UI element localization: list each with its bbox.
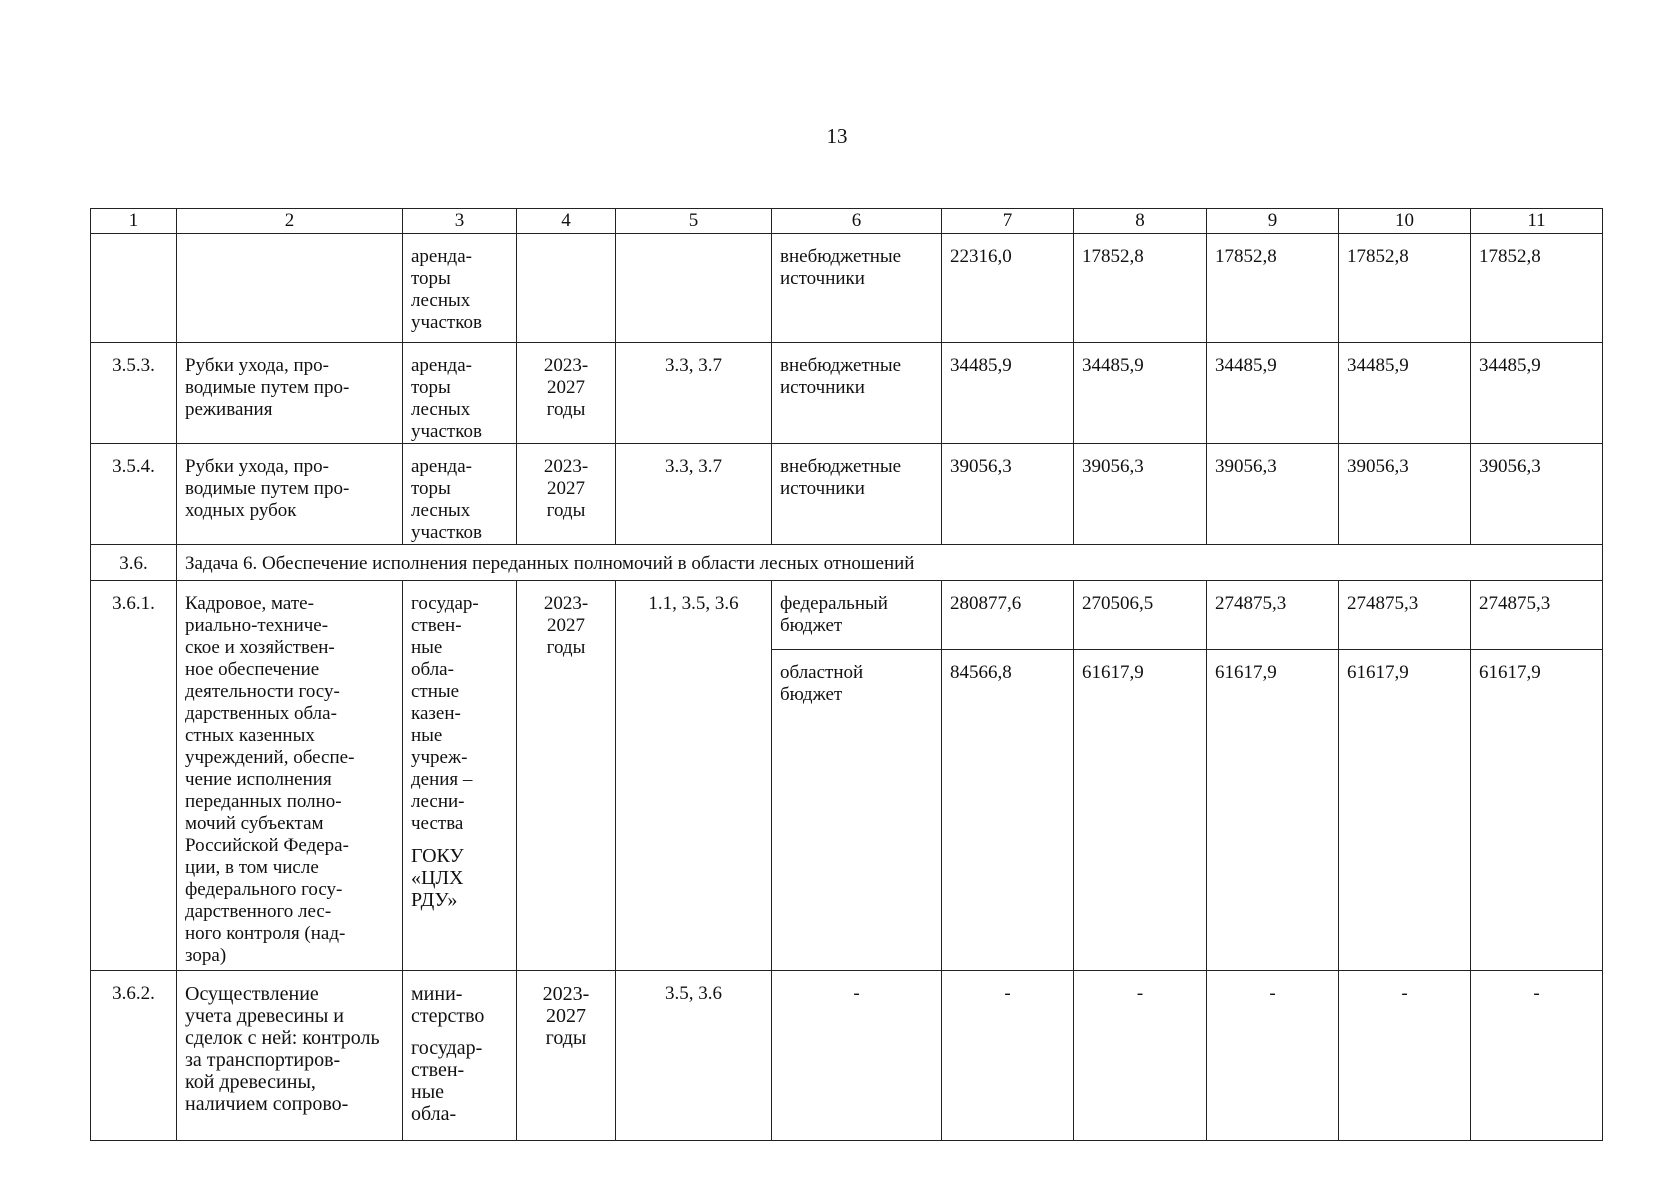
funding-value: 34485,9 xyxy=(1207,343,1339,444)
executor-line: государ- ствен- ные обла- xyxy=(411,1037,483,1125)
measure-indicators: 3.5, 3.6 xyxy=(616,971,772,1141)
measure-executor: арендa- торы лесных участков xyxy=(403,444,517,545)
measure-code: 3.5.3. xyxy=(91,343,177,444)
funding-value: 17852,8 xyxy=(1207,234,1339,343)
funding-source-label: федеральный бюджет xyxy=(780,593,888,636)
funding-value-regional: 61617,9 xyxy=(1479,662,1541,683)
funding-value: 22316,0 xyxy=(942,234,1074,343)
measure-period xyxy=(517,234,616,343)
funding-value: 39056,3 xyxy=(1074,444,1207,545)
funding-value: 17852,8 xyxy=(1339,234,1471,343)
measure-name: Кадровое, мате- риально-техниче- ское и хозяйствен- ное обеспечение деятельности госу- дарственных обла- стных казенных учреждений, обеспе- чение исполнения переданных полно- мочий субъектам Российской Федера- ции, в том числе федерального госу- дарственного лес- ного контроля (над- зора) xyxy=(177,581,403,971)
funding-value: 39056,3 xyxy=(1207,444,1339,545)
column-number: 11 xyxy=(1471,209,1603,234)
executor-line: государ- ствен- ные обла- стные казен- ные учреж- дения – лесни- чества xyxy=(411,593,479,834)
funding-value xyxy=(1207,581,1339,971)
funding-value-federal: 274875,3 xyxy=(1347,593,1419,614)
funding-source-label: областной бюджет xyxy=(780,662,864,705)
table-row xyxy=(91,234,1603,343)
column-number: 3 xyxy=(403,209,517,234)
funding-source xyxy=(772,581,942,971)
column-number-header-row xyxy=(91,209,1603,234)
funding-value-regional: 61617,9 xyxy=(1082,662,1144,683)
measure-indicators: 3.3, 3.7 xyxy=(616,343,772,444)
column-number: 7 xyxy=(942,209,1074,234)
column-number: 1 xyxy=(91,209,177,234)
measure-indicators: 1.1, 3.5, 3.6 xyxy=(616,581,772,971)
funding-value: 34485,9 xyxy=(1339,343,1471,444)
measure-name: Рубки ухода, про- водимые путем про- реживания xyxy=(177,343,403,444)
measure-period: 2023- 2027 годы xyxy=(517,581,616,971)
funding-value: - xyxy=(1471,971,1603,1141)
measure-period: 2023- 2027 годы xyxy=(517,444,616,545)
funding-value: 34485,9 xyxy=(1074,343,1207,444)
table-row xyxy=(91,444,1603,545)
column-number: 9 xyxy=(1207,209,1339,234)
funding-value: - xyxy=(1074,971,1207,1141)
funding-value: 39056,3 xyxy=(1471,444,1603,545)
funding-value: - xyxy=(1339,971,1471,1141)
page-number: 13 xyxy=(826,124,848,148)
table-row xyxy=(91,343,1603,444)
funding-source: внебюджетные источники xyxy=(772,343,942,444)
measure-code xyxy=(91,234,177,343)
funding-value: 39056,3 xyxy=(1339,444,1471,545)
column-number: 6 xyxy=(772,209,942,234)
column-number: 5 xyxy=(616,209,772,234)
measure-executor xyxy=(403,971,517,1141)
column-number: 8 xyxy=(1074,209,1207,234)
measure-indicators xyxy=(616,234,772,343)
measure-name: Рубки ухода, про- водимые путем про- ходных рубок xyxy=(177,444,403,545)
measure-code: 3.6.1. xyxy=(91,581,177,971)
column-number: 10 xyxy=(1339,209,1471,234)
table-row xyxy=(91,971,1603,1141)
column-number: 2 xyxy=(177,209,403,234)
funding-value xyxy=(1074,581,1207,971)
executor-line: ГОКУ «ЦЛХ РДУ» xyxy=(411,845,464,911)
measure-executor: арендa- торы лесных участков xyxy=(403,234,517,343)
funding-value xyxy=(1471,581,1603,971)
measure-period: 2023- 2027 годы xyxy=(517,971,616,1141)
funding-value-federal: 274875,3 xyxy=(1479,593,1551,614)
column-number: 4 xyxy=(517,209,616,234)
task-row xyxy=(91,545,1603,581)
table-row xyxy=(91,581,1603,971)
measure-executor xyxy=(403,581,517,971)
funding-value: - xyxy=(1207,971,1339,1141)
measure-indicators: 3.3, 3.7 xyxy=(616,444,772,545)
funding-value xyxy=(1339,581,1471,971)
funding-value: 34485,9 xyxy=(942,343,1074,444)
funding-source: внебюджетные источники xyxy=(772,444,942,545)
task-code: 3.6. xyxy=(91,545,177,581)
funding-value: - xyxy=(942,971,1074,1141)
funding-value-regional: 61617,9 xyxy=(1347,662,1409,683)
funding-value: 17852,8 xyxy=(1074,234,1207,343)
measure-period: 2023- 2027 годы xyxy=(517,343,616,444)
funding-source: внебюджетные источники xyxy=(772,234,942,343)
funding-value-federal: 270506,5 xyxy=(1082,593,1154,614)
funding-value: 17852,8 xyxy=(1471,234,1603,343)
program-measures-table xyxy=(90,208,1603,1141)
funding-value: 34485,9 xyxy=(1471,343,1603,444)
measure-code: 3.6.2. xyxy=(91,971,177,1141)
measure-name xyxy=(177,234,403,343)
funding-value-regional: 84566,8 xyxy=(950,662,1012,683)
executor-line: мини- стерство xyxy=(411,983,485,1027)
funding-value xyxy=(942,581,1074,971)
funding-value-federal: 274875,3 xyxy=(1215,593,1287,614)
funding-value: 39056,3 xyxy=(942,444,1074,545)
measure-code: 3.5.4. xyxy=(91,444,177,545)
task-title: Задача 6. Обеспечение исполнения переданных полномочий в области лесных отношений xyxy=(177,545,1603,581)
funding-value-regional: 61617,9 xyxy=(1215,662,1277,683)
funding-source: - xyxy=(772,971,942,1141)
measure-name: Осуществление учета древесины и сделок с ней: контроль за транспортиров- кой древесины, наличием сопрово- xyxy=(177,971,403,1141)
funding-value-federal: 280877,6 xyxy=(950,593,1022,614)
measure-executor: арендa- торы лесных участков xyxy=(403,343,517,444)
